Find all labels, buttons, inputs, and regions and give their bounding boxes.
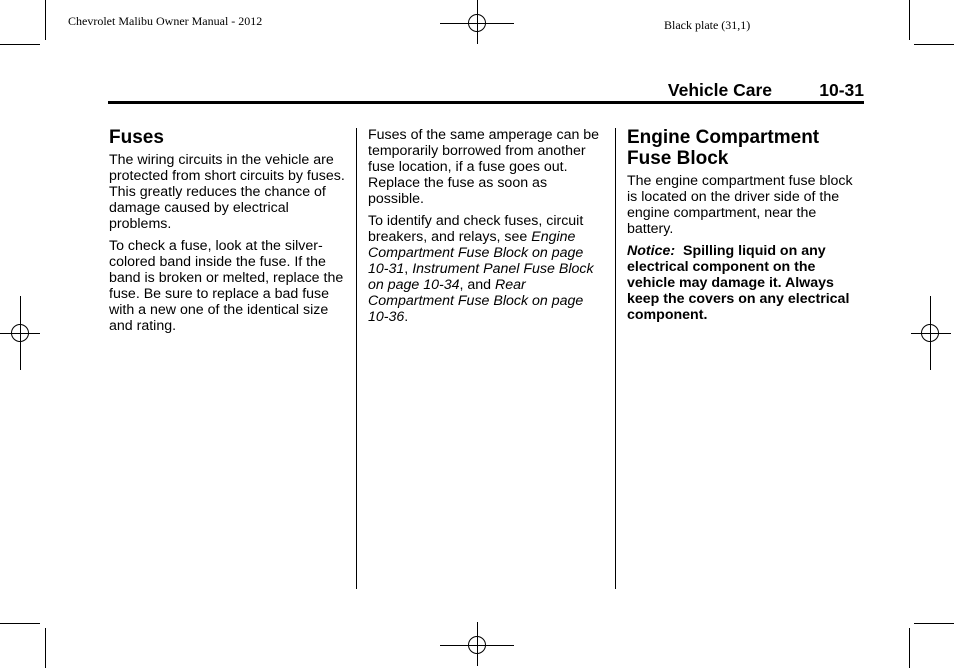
registration-mark-top-icon — [468, 14, 486, 32]
column-1 — [109, 127, 345, 340]
page-number: 10-31 — [819, 80, 864, 100]
text: , and — [459, 277, 496, 293]
link-instrument-panel-fuse-block[interactable]: Instrument Panel Fuse Block on page 10-34 — [368, 261, 594, 293]
paragraph-references — [368, 213, 604, 325]
section-title: Vehicle Care — [667, 80, 772, 100]
crop-mark — [0, 623, 40, 624]
crop-mark — [0, 44, 40, 45]
crop-mark — [914, 44, 954, 45]
link-rear-compartment-fuse-block[interactable]: Rear Compartment Fuse Block on page 10-36 — [368, 277, 584, 325]
header-rule — [108, 101, 864, 104]
crop-mark — [45, 628, 46, 668]
crop-mark — [909, 628, 910, 668]
text: . — [404, 309, 409, 325]
paragraph: The engine compartment fuse block is located on the driver side of the engine compartment, near the battery. — [627, 173, 853, 237]
column-2 — [368, 127, 604, 331]
registration-mark-right-icon — [921, 324, 939, 342]
plate-label: Black plate (31,1) — [664, 18, 751, 32]
column-3 — [627, 127, 864, 329]
column-divider — [356, 128, 357, 589]
paragraph: The wiring circuits in the vehicle are protected from short circuits by fuses. This greatly reduces the chance of damage caused by electrical problems. — [109, 152, 345, 232]
paragraph: Fuses of the same amperage can be temporarily borrowed from another fuse location, if a fuse goes out. Replace the fuse as soon as possible. — [368, 127, 600, 207]
crop-mark — [914, 623, 954, 624]
crop-mark — [909, 0, 910, 40]
paragraph: To check a fuse, look at the silver-colored band inside the fuse. If the band is broken or melted, replace the fuse. Be sure to replace a bad fuse with a new one of the identical size and rating. — [109, 238, 344, 334]
notice-label: Notice: — [627, 243, 676, 259]
heading-engine-compartment-fuse-block: Engine Compartment Fuse Block — [627, 127, 820, 169]
registration-mark-bottom-icon — [468, 636, 486, 654]
text: To identify and check fuses, circuit breakers, and relays, see — [368, 213, 584, 245]
manual-title: Chevrolet Malibu Owner Manual - 2012 — [68, 14, 263, 28]
link-engine-compartment-fuse-block[interactable]: Engine Compartment Fuse Block on page 10-31 — [368, 229, 584, 277]
heading-fuses: Fuses — [109, 127, 164, 148]
notice — [627, 243, 864, 323]
registration-mark-left-icon — [11, 324, 29, 342]
crop-mark — [45, 0, 46, 40]
text: , — [404, 261, 413, 277]
column-divider — [615, 128, 616, 589]
notice-text: Spilling liquid on any electrical component on the vehicle may damage it. Always keep the covers on any electrical component. — [627, 243, 850, 323]
